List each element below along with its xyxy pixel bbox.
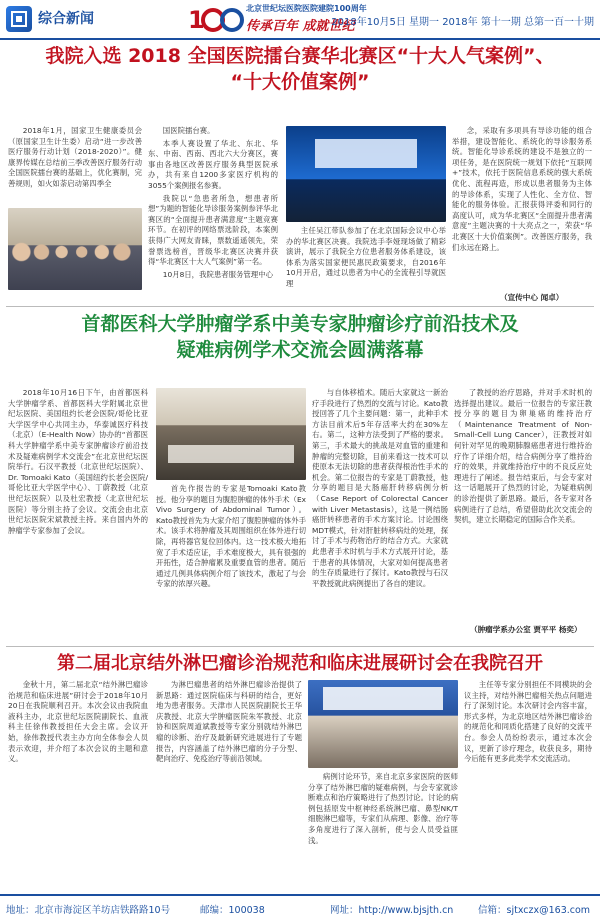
article3-column-3: 病例讨论环节，来自北京多家医院的医师分享了结外淋巴瘤的疑难病例，与会专家就诊断难点和治疗策略进行了热烈讨论。讨论的病例包括原发中枢神经系统淋巴瘤、鼻型NK/T细胞淋巴瘤等，专家们从病理、影像、治疗等多角度进行了深入剖析，使与会人员受益匪浅。 <box>308 772 458 845</box>
page-header <box>0 0 600 40</box>
article1-signature: （宣传中心 闻卓） <box>500 293 564 302</box>
article1-headline <box>0 44 600 95</box>
article1-title-line2: “十大价值案例” <box>230 70 370 93</box>
footer-postcode: 邮编：100038 <box>200 905 265 916</box>
article2-signature: （肿瘤学系办公室 贾平平 杨奕） <box>470 625 582 634</box>
article3-photo-banner <box>308 680 458 768</box>
article2-headline <box>0 312 600 363</box>
article2-column-4: 了教授的治疗思路，并对手术时机的选择提出建议。最后一位报告的专家汪教授分享的题目为卵巢癌的维持治疗（Maintenance Treatment of Non-Small-Cell Lung Cancer），汪教授对如何针对罕见的晚期肺腺癌患者进行维持治疗作了详细介绍，结合病例分享了维持治疗的效果，并就维持治疗中的不良反应处理进行了阐述。报告结束后，与会专家对这一话题展开了热烈的讨论，为疑难病例的诊治提供了新思路。最后，各专家对各病例进行了总结，希望借助此次交流会的契机，建立长期稳定的国际合作关系。 <box>454 388 592 525</box>
article3-column-1: 金秋十月，第二届北京“结外淋巴瘤诊治规范和临床进展”研讨会于2018年10月20日在我院顺利召开。本次会议由我院血液科主办，北京世纪坛医院副院长、血液科主任徐伟教授担任大会主席。会议开始，徐伟教授代表主办方向全体参会人员表示欢迎，并介绍了本次会议的主题和意义。 <box>8 680 148 764</box>
article2-column-1: 2018年10月16日下午，由首都医科大学肿瘤学系、首都医科大学附属北京世纪坛医院、美国纽约长老会医院/哥伦比亚大学医学中心共同主办，华泰诚医疗科技（北京）（E-Health Now）协办的“首都医科大学肿瘤学系中美专家肿瘤诊疗前沿技术及疑难病例学术交流会”在北京世纪坛医院举行。石汉平教授（北京世纪坛医院）、Dr. Tomoaki Kato（美国纽约长老会医院/哥伦比亚大学医学中心）、丁蔚教授（北京世纪坛医院）以及杜宏教授（北京世纪坛医院）等分别主持了会议。交流会由北京世纪坛医院宋斌教授主持。来自国内外的肿瘤学专家参加了会议。 <box>8 388 148 535</box>
article1-column-2: 国医院擂台赛。 本季人赛设置了华北、东北、华东、中南、西南、西北六大分赛区，赛事由各地区改善医疗服务典型医院承办，共有来自1200多家医疗机构的3055个案例报名参赛。 我院以“急患者所急，想患者所想”为题的智能化导诊服务案例参评华北赛区的“全面提升患者满意度”主题竞赛环节。在初评的网络票选阶段，本案例获得广大网友青睐，票数遥遥领先，荣誉票选榜首，晋级华北赛区决赛并获得“华北赛区十大人气案例”第一名。 10月8日，我院患者服务管理中心 <box>148 126 278 279</box>
header-slogan: 传承百年 成就世纪 <box>246 19 355 34</box>
article1-column-1: 2018年1月，国家卫生健康委员会（原国家卫生计生委）启动“进一步改善医疗服务行动计划（2018-2020）”。健康界传媒在总结前三季改善医疗服务行动全国医院擂台赛的基础上，优化赛制，完善规则，如火如荼启动第四季全 <box>8 126 142 188</box>
article3-column-2: 为淋巴瘤患者的结外淋巴瘤诊治提供了新思路：通过医院临床与科研的结合，更好地为患者服务。天津市人民医院副院长王华庆教授、北京大学肿瘤医院朱军教授、北京协和医院周道斌教授等专家分别就结外淋巴瘤的诊断、治疗及最新研究进展进行了专题报告，内容涵盖了结外淋巴瘤的分子分型、靶向治疗、免疫治疗等前沿领域。 <box>156 680 302 764</box>
header-slogan-top: 北京世纪坛医院医院建院100周年 <box>246 4 367 13</box>
section-title: 综合新闻 <box>38 11 94 27</box>
footer-address: 地址：北京市海淀区羊坊店铁路路10号 <box>6 905 171 916</box>
article2-photo-conference <box>156 388 306 480</box>
footer-email[interactable]: 信箱：sjtxczx@163.com <box>478 905 591 916</box>
article2-title-line1: 首都医科大学肿瘤学系中美专家肿瘤诊疗前沿技术及 <box>81 313 519 335</box>
issue-date-line: 2018年10月5日 星期一 2018年 第十一期 总第一百一十期 <box>331 17 594 28</box>
article1-title-line1: 我院入选 2018 全国医院擂台赛华北赛区“十大人气案例”、 <box>45 45 555 67</box>
divider <box>6 306 594 307</box>
svg-text:1: 1 <box>188 6 205 34</box>
article1-column-3: 主任吴江带队参加了在北京国际会议中心举办的华北赛区决赛。我院选手李娅现场做了精彩演讲，展示了我院全方位患者服务体系建设，该体系为落实国家便民惠民政策要求，自2016年10月开启，通过以患者为中心的全流程引导就医理 <box>286 226 446 288</box>
article1-photo-stage <box>286 126 446 222</box>
article2-title-line2: 疑难病例学术交流会圆满落幕 <box>176 338 424 361</box>
article3-headline: 第二届北京结外淋巴瘤诊治规范和临床进展研讨会在我院召开 <box>57 653 543 674</box>
article3-column-4: 主任等专家分别担任不同模块的会议主持，对结外淋巴瘤相关热点问题进行了深刻讨论。本次研讨会内容丰富，形式多样，为北京地区结外淋巴瘤诊治的规范化和同质化搭建了良好的交流平台。参会人员纷纷表示，通过本次会议，更新了诊疗理念，收获良多，期待今后能有更多此类学术交流活动。 <box>464 680 592 764</box>
footer-website[interactable]: 网址：http://www.bjsjth.cn <box>330 905 454 916</box>
article2-column-3: 与自体移植术。随后大家就这一新治疗手段进行了热烈的交流与讨论。Kato教授回答了几个主要问题：第一，此种手术方法目前术后5年存活率大约在30%左右。第二，这种方法受到了严格的要求。第三，手术最大的挑战是对血管的重建和肿瘤的完整切除，目前来看这一技术可以使原本无法切除的患者获得根治性手术的机会。第二位报告的专家是丁蔚教授，他分享的题目是大肠癌肝转移病例分析（Case Report of Colorectal Cancer with Liver Metastasis），这是一例结肠癌肝转移患者的手术方案讨论。讨论围绕MDT模式，针对肝脏转移病灶的处理，探讨了手术与药物治疗的结合方式。大家就此患者手术时机与手术方式展开讨论，基于患者的具体情况，大家对如何提高患者的生存质量进行了探讨。Kato教授与石汉平教授就此病例提出了各自的建议。 <box>312 388 448 588</box>
article2-column-2: 首先作报告的专家是Tomoaki Kato教授。他分享的题目为腹腔肿瘤的体外手术（Ex Vivo Surgery of Abdominal Tumor）。Kato教授首先为大家介绍了腹腔肿瘤的体外手术。该手术将肿瘤及其周围组织在体外进行切除，再将器官复位回体内。这一技术极大地拓宽了手术适应证，手术难度极大，具有很强的开拓性，适合肿瘤累及重要血管的患者。随后通过几例具体病例介绍了该技术，激起了与会专家的浓厚兴趣。 <box>156 484 306 589</box>
divider <box>6 646 594 647</box>
article1-photo-group <box>8 208 142 290</box>
newspaper-logo-icon <box>6 6 32 32</box>
centennial-badge-icon <box>186 3 244 35</box>
article1-column-4: 念，采取有多项具有导诊功能的组合举措，建设智能化、系统化的导诊服务系统。智能化导诊系统的建设不是独立的一项任务，是在医院统一规划下依托“互联网+”技术，依托于医院信息系统的强大系统优化、流程再造，形成以患者服务为主体的导诊体系，实现了人性化、全方位、智能化的服务体验。汇报获得评委和同行的高度认可，成为华北赛区“全面提升患者满意度”主题决赛的十大亮点之一，荣获“华北赛区十大价值案例”。改善医疗服务，我们永远在路上。 <box>452 126 592 252</box>
page-footer <box>0 894 600 919</box>
